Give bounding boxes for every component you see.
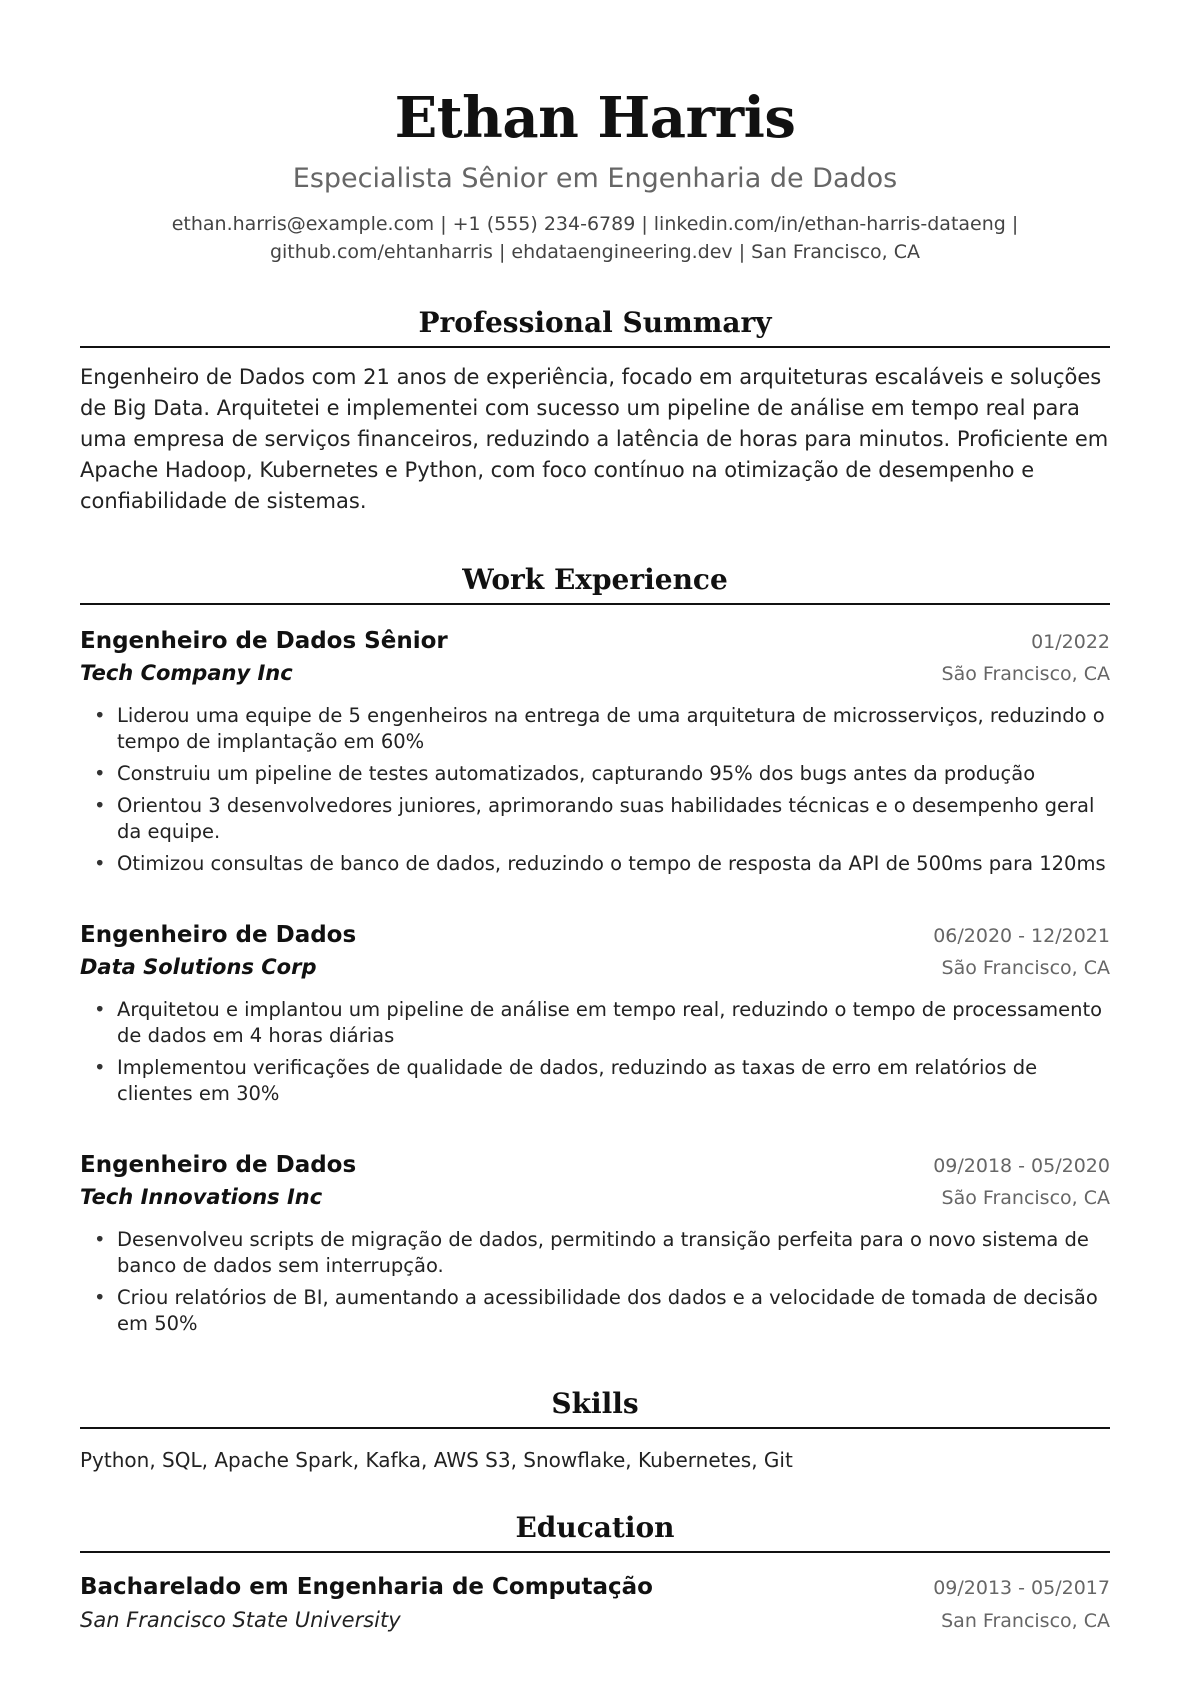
job-bullet: • Construiu um pipeline de testes automatizados, capturando 95% dos bugs antes da produção [80,761,1110,787]
education-section [80,1509,1110,1637]
resume-header [80,0,1110,266]
job-role: Engenheiro de Dados Sênior [80,628,448,654]
summary-heading: Professional Summary [80,304,1110,348]
job-entry [80,625,1110,877]
job-bullet: • Implementou verificações de qualidade de dados, reduzindo as taxas de erro em relatórios de clientes em 30% [80,1055,1110,1107]
candidate-title: Especialista Sênior em Engenharia de Dados [292,163,898,194]
job-date: 01/2022 [1031,631,1110,653]
education-entry [80,1571,1110,1637]
job-company: Tech Innovations Inc [80,1185,323,1209]
contact-line-1: ethan.harris@example.com | +1 (555) 234-6789 | linkedin.com/in/ethan-harris-dataeng | [171,213,1019,235]
job-location: São Francisco, CA [941,1187,1110,1209]
education-location: San Francisco, CA [941,1610,1110,1632]
candidate-name: Ethan Harris [394,85,796,151]
job-role: Engenheiro de Dados [80,922,357,948]
job-bullets [80,703,1110,877]
job-header-row [80,1149,1110,1181]
job-date: 09/2018 - 05/2020 [933,1155,1110,1177]
job-bullet: • Arquitetou e implantou um pipeline de análise em tempo real, reduzindo o tempo de processamento de dados em 4 horas diárias [80,997,1110,1049]
skills-text: Python, SQL, Apache Spark, Kafka, AWS S3, Snowflake, Kubernetes, Git [80,1448,793,1472]
education-school: San Francisco State University [80,1608,401,1632]
education-heading: Education [80,1509,1110,1553]
job-header-row [80,625,1110,657]
contact-info [80,210,1110,266]
job-entry [80,919,1110,1107]
summary-text: Engenheiro de Dados com 21 anos de experiência, focado em arquiteturas escaláveis e soluções de Big Data. Arquitetei e implementei com sucesso um pipeline de análise em tempo real para uma empresa de serviços financeiros, reduzindo a latência de horas para minutos. Proficiente em Apache Hadoop, Kubernetes e Python, com foco contínuo na otimização de desempenho e confiabilidade de sistemas. [80,365,1109,513]
education-header-row [80,1571,1110,1603]
job-bullet: • Orientou 3 desenvolvedores juniores, aprimorando suas habilidades técnicas e o desempenho geral da equipe. [80,793,1110,845]
job-bullet: • Criou relatórios de BI, aumentando a acessibilidade dos dados e a velocidade de tomada de decisão em 50% [80,1285,1110,1337]
job-bullets [80,1227,1110,1337]
skills-section [80,1385,1110,1475]
experience-section [80,561,1110,1337]
job-company: Tech Company Inc [80,661,293,685]
job-header-row [80,919,1110,951]
skills-heading: Skills [80,1385,1110,1429]
job-bullets [80,997,1110,1107]
contact-line-2: github.com/ehtanharris | ehdataengineering.dev | San Francisco, CA [269,241,921,263]
job-date: 06/2020 - 12/2021 [933,925,1110,947]
job-location: São Francisco, CA [941,957,1110,979]
job-bullet: • Liderou uma equipe de 5 engenheiros na entrega de uma arquitetura de microsserviços, reduzindo o tempo de implantação em 60% [80,703,1110,755]
job-company-row [80,1181,1110,1213]
job-entry [80,1149,1110,1337]
education-degree: Bacharelado em Engenharia de Computação [80,1574,653,1600]
education-school-row [80,1603,1110,1637]
job-company-row [80,951,1110,983]
job-bullet: • Desenvolveu scripts de migração de dados, permitindo a transição perfeita para o novo sistema de banco de dados sem interrupção. [80,1227,1110,1279]
experience-heading: Work Experience [80,561,1110,605]
education-date: 09/2013 - 05/2017 [933,1577,1110,1599]
job-role: Engenheiro de Dados [80,1152,357,1178]
job-location: São Francisco, CA [941,663,1110,685]
job-company: Data Solutions Corp [80,955,317,979]
job-company-row [80,657,1110,689]
summary-section [80,304,1110,517]
job-bullet: • Otimizou consultas de banco de dados, reduzindo o tempo de resposta da API de 500ms para 120ms [80,851,1110,877]
